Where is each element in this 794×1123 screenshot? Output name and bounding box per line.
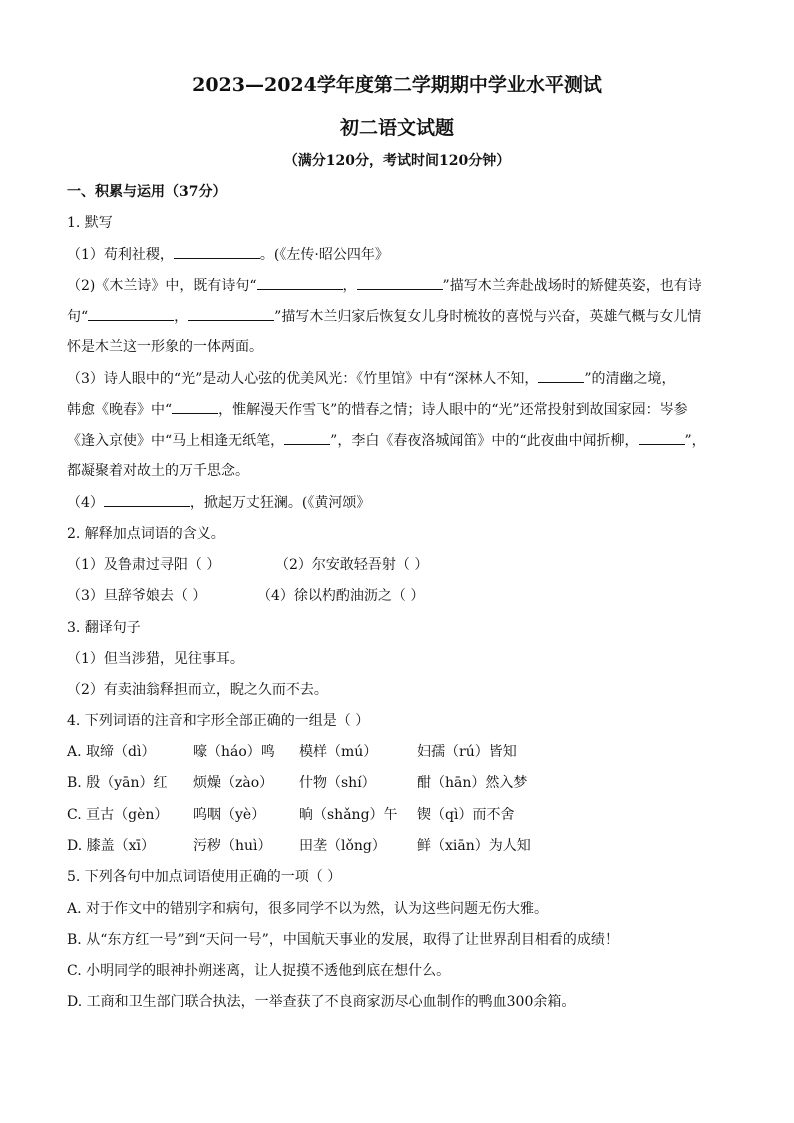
q5-option-b[interactable]: B. 从“东方红一号”到“天问一号”，中国航天事业的发展，取得了让世界刮目相看的成绩！ [67,932,619,948]
text: （1）苟利社稷， [67,247,174,263]
q4-a-word4: 妇孺（rú）皆知 [417,744,517,760]
answer-blank[interactable] [174,244,260,259]
q4-d-word4: 鲜（xiān）为人知 [417,838,531,854]
q4-b-word1: B. 殷（yān）红 [67,775,168,791]
q1-part1 [67,244,389,265]
text: 《逢入京使》中“马上相逢无纸笔， [67,433,285,449]
text: 韩愈《晚春》中“ [67,402,173,418]
q1-part3-line3 [67,430,706,451]
answer-blank[interactable] [257,275,343,290]
q4-b-word2: 烦燥（zào） [193,775,274,791]
q4-c-word3: 晌（shǎng）午 [299,807,398,823]
q3-item1: （1）但当涉猎，见往事耳。 [67,651,244,667]
q1-part2-line3: 怀是木兰这一形象的一体两面。 [67,339,263,355]
q5-option-a[interactable]: A. 对于作文中的错别字和病句，很多同学不以为然，认为这些问题无伤大雅。 [67,901,549,917]
q1-part3-line1 [67,368,676,389]
text: （2)《木兰诗》中，既有诗句“ [67,278,257,294]
q4-option-a[interactable] [67,742,517,762]
answer-blank[interactable] [357,275,443,290]
q2-item2: （2）尔安敢轻吾射（ ） [275,557,429,573]
q2-row1 [67,555,428,575]
q4-c-word4: 锲（qì）而不舍 [417,807,515,823]
text: ，掀起万丈狂澜。(《黄河颂》 [189,495,371,511]
text: （3）诗人眼中的“光”是动人心弦的优美风光：《竹里馆》中有“深林人不知， [67,371,539,387]
q5-option-c[interactable]: C. 小明同学的眼神扑朔迷离，让人捉摸不透他到底在想什么。 [67,963,451,979]
exam-meta: （满分120分，考试时间120分钟） [283,153,511,169]
text: ”的清幽之境， [584,371,676,387]
answer-blank[interactable] [172,399,218,414]
q2-row2 [67,586,424,606]
answer-blank[interactable] [104,492,190,507]
answer-blank[interactable] [538,368,584,383]
q5-title: 5. 下列各句中加点词语使用正确的一项（ ） [67,869,342,885]
q4-d-word1: D. 膝盖（xī） [67,838,155,854]
text: ”描写木兰奔赴战场时的矫健英姿，也有诗 [442,278,702,294]
q4-b-word3: 什物（shí） [299,775,376,791]
text: ，惟解漫天作雪飞”的惜春之情；诗人眼中的“光”还常投射到故国家园：岑参 [218,402,688,418]
answer-blank[interactable] [88,306,174,321]
q1-part4 [67,492,370,513]
text: ”，李白《春夜洛城闻笛》中的“此夜曲中闻折柳， [330,433,639,449]
answer-blank[interactable] [188,306,274,321]
text: 。(《左传·昭公四年》 [259,247,389,263]
q4-option-d[interactable] [67,836,531,856]
q4-a-word3: 模样（mú） [299,744,378,760]
section-heading: 一、积累与运用（37分） [67,184,227,200]
text: ， [174,309,189,325]
text: 句“ [67,309,89,325]
answer-blank[interactable] [639,430,685,445]
q3-title: 3. 翻译句子 [67,620,141,636]
q4-option-c[interactable] [67,805,514,825]
q5-option-d[interactable]: D. 工商和卫生部门联合执法，一举查获了不良商家沥尽心血制作的鸭血300余箱。 [67,994,576,1010]
text: （4） [67,495,104,511]
q1-title: 1. 默写 [67,215,113,231]
q2-item3: （3）旦辞爷娘去（ ） [67,588,207,604]
q1-part3-line4: 都凝聚着对故土的万千思念。 [67,463,249,479]
q4-d-word2: 污秽（huì） [193,838,272,854]
q1-part2-line1 [67,275,702,296]
exam-subtitle: 初二语文试题 [339,117,454,139]
q3-item2: （2）有卖油翁释担而立，睨之久而不去。 [67,682,328,698]
q4-d-word3: 田垄（lǒng） [299,838,386,854]
text: ”描写木兰归家后恢复女儿身时梳妆的喜悦与兴奋，英雄气概与女儿情 [274,309,702,325]
text: ， [342,278,357,294]
q2-title: 2. 解释加点词语的含义。 [67,526,225,542]
q4-title: 4. 下列词语的注音和字形全部正确的一组是（ ） [67,713,370,729]
q4-c-word2: 呜咽（yè） [193,807,266,823]
q4-c-word1: C. 亘古（gèn） [67,807,169,823]
q4-a-word2: 嚎（háo）鸣 [193,744,275,760]
exam-title: 2023—2024学年度第二学期期中学业水平测试 [192,74,602,96]
answer-blank[interactable] [284,430,330,445]
text: ”， [684,433,706,449]
q2-item4: （4）徐以杓酌油沥之（ ） [257,588,425,604]
q1-part2-line2 [67,306,701,327]
q1-part3-line2 [67,399,688,420]
q4-option-b[interactable] [67,773,527,793]
q4-b-word4: 酣（hān）然入梦 [417,775,528,791]
q4-a-word1: A. 取缔（dì） [67,744,156,760]
q2-item1: （1）及鲁肃过寻阳（ ） [67,557,221,573]
